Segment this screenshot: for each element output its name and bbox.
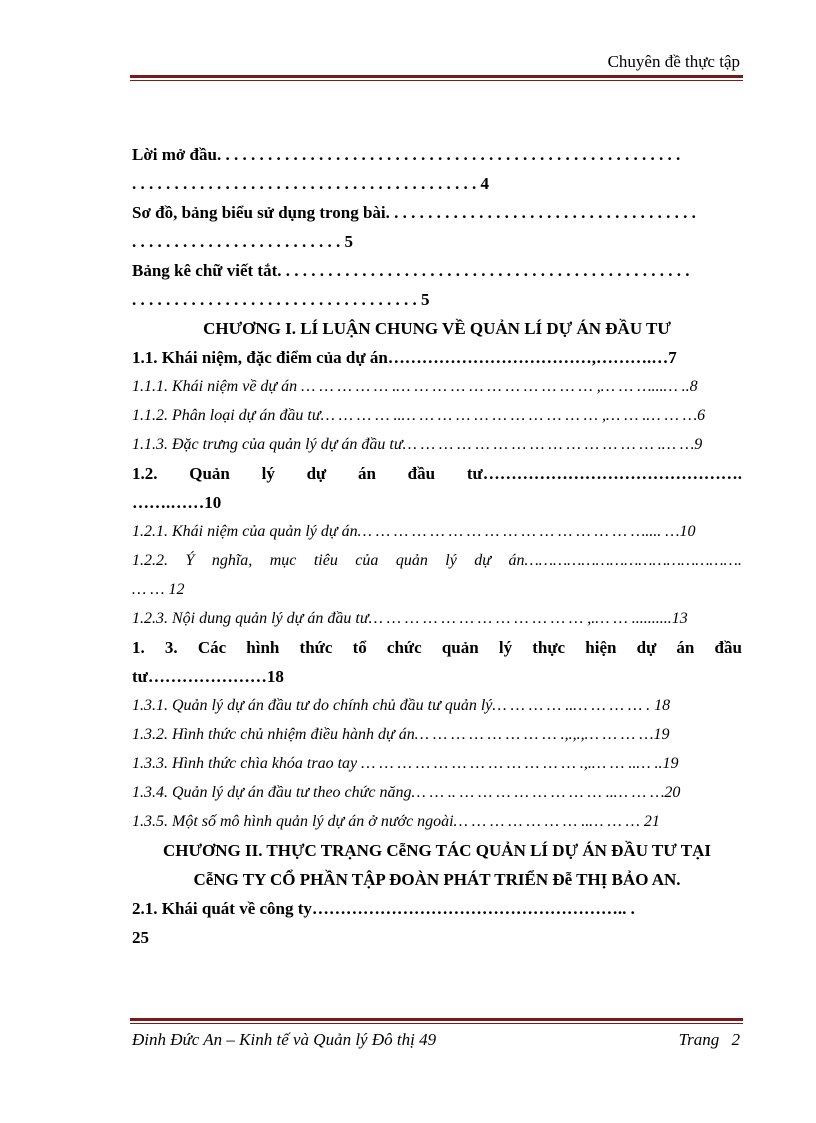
toc-entry-1-1-1[interactable]: 1.1.1. Khái niệm về dự án … … … … … .… … … … … … … … … … … ,… … …...… ..8 xyxy=(132,378,698,395)
word: lý xyxy=(498,638,513,657)
word: 1.2.2. xyxy=(132,552,168,569)
word: 1. xyxy=(132,638,145,657)
word: dự xyxy=(474,552,492,569)
toc-entry-1-2[interactable] xyxy=(132,459,742,488)
word: thức xyxy=(299,638,333,657)
word: 1.2. xyxy=(132,464,158,483)
chapter-2-heading-cont: CễNG TY CỔ PHẦN TẬP ĐOÀN PHÁT TRIỂN Đễ THỊ BẢO AN. xyxy=(193,870,681,889)
footer-page xyxy=(679,1030,740,1050)
word: đầu xyxy=(714,638,742,657)
page-number: 2 xyxy=(731,1030,740,1049)
footer-author: Đinh Đức An – Kinh tế và Quản lý Đô thị 49 xyxy=(132,1030,437,1049)
word: tư………………………………………. xyxy=(466,464,742,483)
toc-entry-1-1[interactable]: 1.1. Khái niệm, đặc điểm của dự án………………………………,……….…7 xyxy=(132,348,677,367)
toc-entry-1-3[interactable] xyxy=(132,633,742,662)
word: dự xyxy=(306,464,327,483)
word: án xyxy=(676,638,695,657)
word: hình xyxy=(246,638,280,657)
page-label: Trang xyxy=(678,1030,720,1049)
word: của xyxy=(355,552,379,569)
toc-entry-1-2-3[interactable]: 1.2.3. Nội dung quản lý dự án đầu tư… … … … … … … … … … … … ,.… … ..........13 xyxy=(132,610,688,627)
word: tổ xyxy=(352,638,367,657)
toc-entry-1-2-1[interactable]: 1.2.1. Khái niệm của quản lý dự án… … … … … … … … … … … … … … … ….... …10 xyxy=(132,523,696,540)
word: đầu xyxy=(407,464,436,483)
word: án………………………………………. xyxy=(508,552,742,569)
word: nghĩa, xyxy=(211,552,253,569)
toc-entry-1-3-5[interactable]: 1.3.5. Một số mô hình quản lý dự án ở nước ngoài… … … … … … … ..… … … 21 xyxy=(132,813,660,830)
toc-entry-1-2-2[interactable] xyxy=(132,546,742,575)
table-of-contents xyxy=(132,140,742,952)
toc-entry-so-do-page: . . . . . . . . . . . . . . . . . . . . . . . . . 5 xyxy=(132,232,353,251)
word: lý xyxy=(261,464,275,483)
toc-entry-1-3-3[interactable]: 1.3.3. Hình thức chìa khóa trao tay … … … … … … … … … … … … .,.… … ..… ..19 xyxy=(132,755,679,772)
word: dự xyxy=(636,638,657,657)
header-rule xyxy=(130,75,743,83)
word: hiện xyxy=(585,638,617,657)
word: tiêu xyxy=(313,552,338,569)
header-title: Chuyên đề thực tập xyxy=(607,52,740,71)
toc-entry-1-3-page: tư…………………18 xyxy=(132,667,284,686)
toc-entry-1-1-2[interactable]: 1.1.2. Phân loại dự án đầu tư… … … … ..… … … … … … … … … … … ,… … .… … …6 xyxy=(132,407,706,424)
word: chức xyxy=(386,638,422,657)
word: 3. xyxy=(164,638,178,657)
toc-entry-so-do[interactable]: Sơ đồ, bảng biểu sử dụng trong bài. . . . . . . . . . . . . . . . . . . . . . . . . . . . . . . . . . . . . xyxy=(132,203,696,222)
chapter-1-heading[interactable]: CHƯƠNG I. LÍ LUẬN CHUNG VỀ QUẢN LÍ DỰ ÁN ĐẦU TƯ xyxy=(203,319,671,338)
toc-entry-2-1[interactable]: 2.1. Khái quát về công ty……………………………………………….. . xyxy=(132,899,635,918)
word: thực xyxy=(532,638,566,657)
word: lý xyxy=(445,552,457,569)
toc-entry-bang-ke[interactable]: Bảng kê chữ viết tắt. . . . . . . . . . . . . . . . . . . . . . . . . . . . . . . . . . . . . . . . . . . . . . . . . xyxy=(132,261,690,280)
toc-entry-1-2-page: …….……10 xyxy=(132,493,222,512)
word: Ý xyxy=(185,552,195,569)
word: quản xyxy=(441,638,479,657)
chapter-2-heading[interactable]: CHƯƠNG II. THỰC TRẠNG CễNG TÁC QUẢN LÍ DỰ ÁN ĐẦU TƯ TẠI xyxy=(163,841,711,860)
word: Các xyxy=(197,638,227,657)
toc-entry-1-2-2-page: … … 12 xyxy=(132,581,185,598)
toc-entry-1-3-1[interactable]: 1.3.1. Quản lý dự án đầu tư do chính chủ đầu tư quản lý… … … … ..… … … … . 18 xyxy=(132,697,671,714)
toc-entry-loi-mo-dau[interactable]: Lời mở đầu. . . . . . . . . . . . . . . . . . . . . . . . . . . . . . . . . . . . . . . . . . . . . . . . . . . . . . . xyxy=(132,145,681,164)
word: án xyxy=(357,464,376,483)
toc-entry-1-3-4[interactable]: 1.3.4. Quản lý dự án đầu tư theo chức năng… … .. … … … … … … … … ..… … …20 xyxy=(132,784,681,801)
toc-entry-bang-ke-page: . . . . . . . . . . . . . . . . . . . . . . . . . . . . . . . . . . 5 xyxy=(132,290,430,309)
word: mục xyxy=(269,552,297,569)
word: quản xyxy=(395,552,428,569)
toc-entry-loi-mo-dau-page: . . . . . . . . . . . . . . . . . . . . . . . . . . . . . . . . . . . . . . . . . 4 xyxy=(132,174,489,193)
toc-entry-1-1-3[interactable]: 1.1.3. Đặc trưng của quản lý dự án đầu tư… … … … … … … … … … … … … … .… …9 xyxy=(132,436,703,453)
toc-entry-1-3-2[interactable]: 1.3.2. Hình thức chủ nhiệm điều hành dự án… … … … … … … … .,.,.,… … … …19 xyxy=(132,726,670,743)
toc-entry-2-1-page: 25 xyxy=(132,928,149,947)
word: Quản xyxy=(189,464,230,483)
footer-rule xyxy=(130,1018,743,1026)
